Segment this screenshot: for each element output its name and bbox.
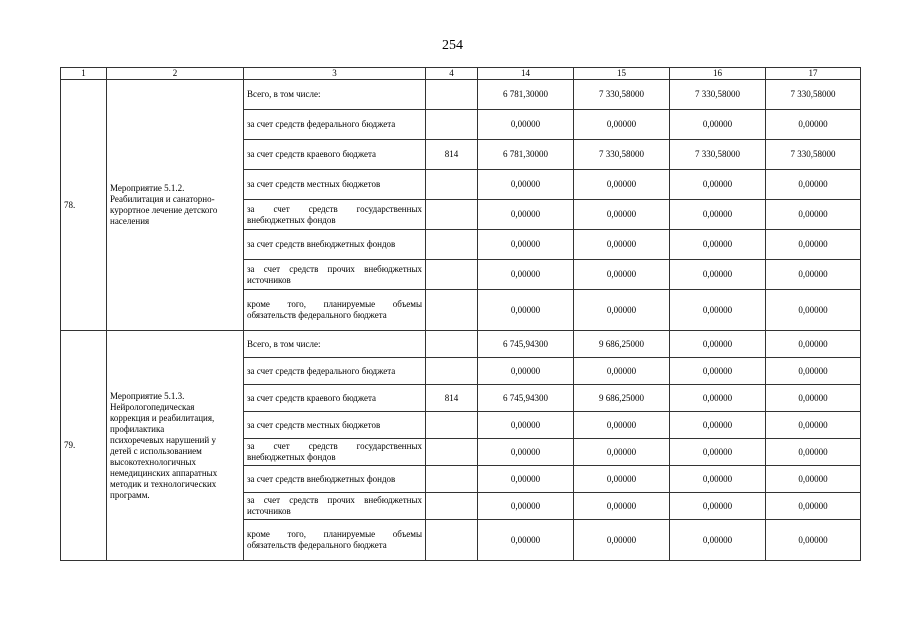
- value-col-16: 0,00000: [670, 110, 766, 140]
- value-col-14: 0,00000: [478, 439, 574, 466]
- value-col-14: 0,00000: [478, 520, 574, 561]
- table-row: [61, 331, 861, 358]
- column-header: 14: [478, 68, 574, 80]
- budget-code: [426, 110, 478, 140]
- value-col-16: 0,00000: [670, 260, 766, 290]
- value-col-17: 0,00000: [766, 493, 861, 520]
- value-col-16: 7 330,58000: [670, 80, 766, 110]
- budget-code: 814: [426, 140, 478, 170]
- event-name-line: Реабилитация и санаторно-: [110, 194, 215, 204]
- value-col-14: 6 745,94300: [478, 385, 574, 412]
- funding-source: за счет средств местных бюджетов: [244, 170, 426, 200]
- table-body: [61, 80, 861, 561]
- value-col-15: 0,00000: [574, 260, 670, 290]
- value-col-17: 0,00000: [766, 290, 861, 331]
- value-col-17: 0,00000: [766, 200, 861, 230]
- table-row: [61, 80, 861, 110]
- value-col-15: 7 330,58000: [574, 140, 670, 170]
- budget-code: [426, 358, 478, 385]
- funding-source: кроме того, планируемые объемы обязательств федерального бюджета: [244, 520, 426, 561]
- value-col-14: 0,00000: [478, 493, 574, 520]
- value-col-17: 0,00000: [766, 260, 861, 290]
- value-col-16: 0,00000: [670, 331, 766, 358]
- row-number: 78.: [61, 80, 107, 331]
- event-name-line: немедицинских аппаратных: [110, 467, 218, 478]
- value-col-17: 0,00000: [766, 439, 861, 466]
- budget-table: [60, 67, 861, 561]
- budget-code: [426, 439, 478, 466]
- value-col-15: 0,00000: [574, 230, 670, 260]
- value-col-17: 0,00000: [766, 110, 861, 140]
- value-col-17: 0,00000: [766, 358, 861, 385]
- budget-code: [426, 170, 478, 200]
- value-col-17: 0,00000: [766, 466, 861, 493]
- funding-source: за счет средств государственных внебюджетных фондов: [244, 200, 426, 230]
- value-col-17: 0,00000: [766, 170, 861, 200]
- funding-source: за счет средств федерального бюджета: [244, 110, 426, 140]
- event-name-line: населения: [110, 216, 150, 226]
- value-col-16: 0,00000: [670, 520, 766, 561]
- value-col-14: 0,00000: [478, 466, 574, 493]
- value-col-16: 0,00000: [670, 230, 766, 260]
- funding-source: за счет средств государственных внебюджетных фондов: [244, 439, 426, 466]
- value-col-15: 0,00000: [574, 200, 670, 230]
- event-name-line: Нейрологопедическая: [110, 401, 195, 412]
- value-col-17: 0,00000: [766, 385, 861, 412]
- value-col-16: 0,00000: [670, 290, 766, 331]
- event-name-line: детей с использованием: [110, 445, 202, 456]
- funding-source: Всего, в том числе:: [244, 331, 426, 358]
- value-col-16: 0,00000: [670, 385, 766, 412]
- funding-source: за счет средств внебюджетных фондов: [244, 466, 426, 493]
- event-name-line: коррекция и реабилитация,: [110, 412, 215, 423]
- value-col-16: 0,00000: [670, 466, 766, 493]
- funding-source: за счет средств краевого бюджета: [244, 140, 426, 170]
- value-col-14: 0,00000: [478, 200, 574, 230]
- funding-source: за счет средств прочих внебюджетных источников: [244, 493, 426, 520]
- header-row: [61, 68, 861, 80]
- event-name-line: программ.: [110, 489, 150, 500]
- page-number: 254: [442, 38, 463, 53]
- value-col-16: 0,00000: [670, 493, 766, 520]
- budget-code: [426, 493, 478, 520]
- value-col-14: 0,00000: [478, 230, 574, 260]
- row-number: 79.: [61, 331, 107, 561]
- budget-code: [426, 260, 478, 290]
- value-col-17: 0,00000: [766, 230, 861, 260]
- value-col-15: 0,00000: [574, 412, 670, 439]
- funding-source: кроме того, планируемые объемы обязательств федерального бюджета: [244, 290, 426, 331]
- event-name-line: высокотехнологичных: [110, 456, 196, 467]
- value-col-14: 6 781,30000: [478, 140, 574, 170]
- value-col-14: 0,00000: [478, 290, 574, 331]
- value-col-17: 0,00000: [766, 520, 861, 561]
- budget-code: [426, 200, 478, 230]
- event-name: [107, 331, 244, 561]
- event-name-line: психоречевых нарушений у: [110, 434, 216, 445]
- value-col-15: 9 686,25000: [574, 385, 670, 412]
- value-col-14: 0,00000: [478, 260, 574, 290]
- budget-code: [426, 412, 478, 439]
- budget-code: [426, 290, 478, 331]
- budget-code: [426, 520, 478, 561]
- value-col-17: 0,00000: [766, 412, 861, 439]
- value-col-15: 0,00000: [574, 493, 670, 520]
- value-col-16: 0,00000: [670, 200, 766, 230]
- column-header: 17: [766, 68, 861, 80]
- value-col-17: 0,00000: [766, 331, 861, 358]
- column-header: 1: [61, 68, 107, 80]
- column-header: 4: [426, 68, 478, 80]
- budget-code: [426, 331, 478, 358]
- value-col-15: 0,00000: [574, 520, 670, 561]
- column-header: 15: [574, 68, 670, 80]
- event-name-line: методик и технологических: [110, 478, 217, 489]
- value-col-15: 9 686,25000: [574, 331, 670, 358]
- value-col-15: 0,00000: [574, 466, 670, 493]
- funding-source: за счет средств внебюджетных фондов: [244, 230, 426, 260]
- column-header: 2: [107, 68, 244, 80]
- budget-code: 814: [426, 385, 478, 412]
- value-col-15: 0,00000: [574, 290, 670, 331]
- value-col-17: 7 330,58000: [766, 80, 861, 110]
- budget-code: [426, 466, 478, 493]
- funding-source: Всего, в том числе:: [244, 80, 426, 110]
- value-col-14: 0,00000: [478, 110, 574, 140]
- column-header: 3: [244, 68, 426, 80]
- value-col-16: 0,00000: [670, 358, 766, 385]
- budget-code: [426, 80, 478, 110]
- value-col-15: 7 330,58000: [574, 80, 670, 110]
- funding-source: за счет средств федерального бюджета: [244, 358, 426, 385]
- funding-source: за счет средств краевого бюджета: [244, 385, 426, 412]
- event-name-line: Мероприятие 5.1.2.: [110, 183, 185, 193]
- event-name-line: Мероприятие 5.1.3.: [110, 390, 185, 401]
- value-col-15: 0,00000: [574, 110, 670, 140]
- value-col-15: 0,00000: [574, 439, 670, 466]
- value-col-14: 0,00000: [478, 170, 574, 200]
- funding-source: за счет средств местных бюджетов: [244, 412, 426, 439]
- value-col-15: 0,00000: [574, 358, 670, 385]
- event-name: [107, 80, 244, 331]
- budget-code: [426, 230, 478, 260]
- value-col-16: 0,00000: [670, 170, 766, 200]
- event-name-line: профилактика: [110, 423, 165, 434]
- value-col-16: 0,00000: [670, 439, 766, 466]
- value-col-16: 7 330,58000: [670, 140, 766, 170]
- value-col-15: 0,00000: [574, 170, 670, 200]
- event-name-line: курортное лечение детского: [110, 205, 218, 215]
- value-col-14: 6 745,94300: [478, 331, 574, 358]
- value-col-14: 0,00000: [478, 358, 574, 385]
- column-header: 16: [670, 68, 766, 80]
- funding-source: за счет средств прочих внебюджетных источников: [244, 260, 426, 290]
- value-col-16: 0,00000: [670, 412, 766, 439]
- value-col-14: 0,00000: [478, 412, 574, 439]
- value-col-17: 7 330,58000: [766, 140, 861, 170]
- value-col-14: 6 781,30000: [478, 80, 574, 110]
